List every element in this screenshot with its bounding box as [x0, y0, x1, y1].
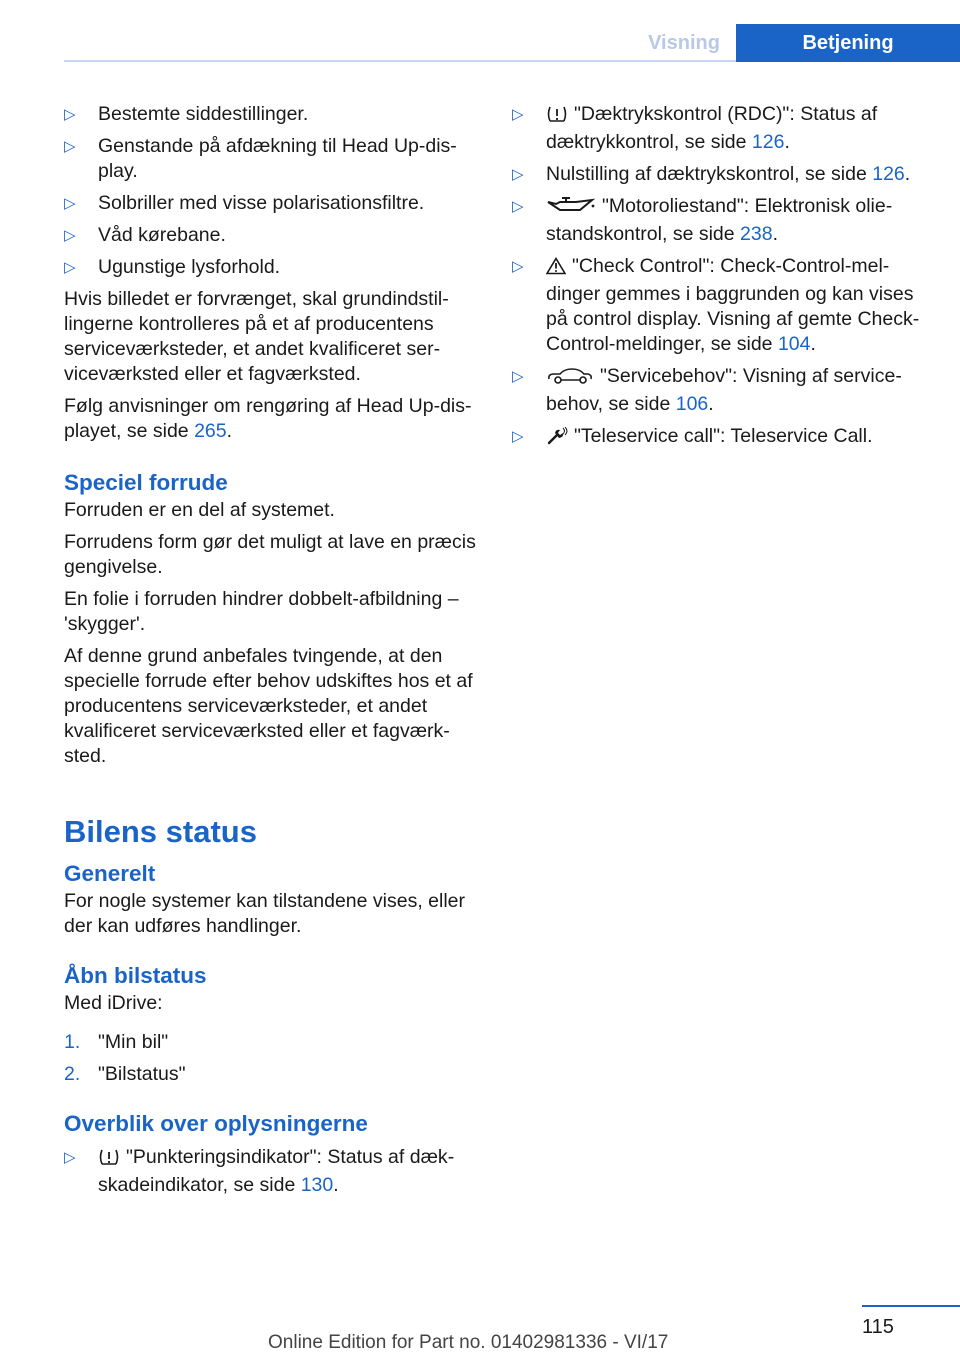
page-link[interactable]: 126: [751, 131, 785, 153]
list-item: ▷ Nulstilling af dæktrykskontrol, se side 126.: [512, 163, 911, 185]
tab-visning[interactable]: Visning: [648, 32, 720, 54]
page-link[interactable]: 104: [777, 333, 811, 355]
bullet-triangle-icon: ▷: [64, 227, 76, 244]
step-number: 2.: [64, 1063, 81, 1085]
step-item: 2. "Bilstatus": [64, 1063, 186, 1085]
page-link[interactable]: 126: [872, 163, 905, 185]
bullet-triangle-icon: ▷: [64, 1149, 76, 1166]
left-column: [64, 102, 476, 1205]
bullet-triangle-icon: ▷: [512, 166, 524, 183]
edition-note: Online Edition for Part no. 01402981336 - VI/17: [268, 1332, 669, 1353]
section-heading: Generelt: [64, 861, 156, 886]
list-item: ▷ Bestemte siddestillinger.: [64, 103, 309, 125]
bullet-triangle-icon: ▷: [512, 258, 524, 275]
chapter-heading: Bilens status: [64, 814, 257, 849]
bullet-triangle-icon: ▷: [512, 428, 524, 445]
right-column: [512, 102, 932, 459]
warning-triangle-icon: [546, 257, 566, 282]
bullet-triangle-icon: ▷: [64, 195, 76, 212]
step-number: 1.: [64, 1031, 81, 1053]
list-item: ▷ "Check Control": Check-Control-meldinger gemmes i baggrunden og kan vises på control display. Visning af gemte Check-Control-meldinger, se side 104.: [512, 255, 920, 355]
page-link[interactable]: 106: [675, 393, 709, 415]
paragraph: For nogle systemer kan tilstandene vises, eller der kan udføres handlinger.: [64, 890, 466, 937]
list-item: ▷ "Servicebehov": Visning af servicebehov, se side 106.: [512, 365, 902, 415]
section-heading: Overblik over oplysningerne: [64, 1111, 368, 1136]
paragraph: Hvis billedet er forvrænget, skal grundindstillingerne kontrolleres på et af producentens serviceværksteder, et andet kvalificeret serviceværksted eller et fagværksted.: [64, 288, 449, 385]
paragraph: Forruden er en del af systemet.: [64, 499, 335, 521]
paragraph: Følg anvisninger om rengøring af Head Up-displayet, se side 265.: [64, 395, 472, 442]
list-item: ▷ "Motoroliestand": Elektronisk oliestandskontrol, se side 238.: [512, 195, 893, 245]
tire-pressure-icon: [98, 1148, 120, 1173]
section-heading: Speciel forrude: [64, 470, 228, 495]
bullet-triangle-icon: ▷: [64, 106, 76, 123]
list-item: ▷ Våd kørebane.: [64, 224, 226, 246]
list-item: ▷ Ugunstige lysforhold.: [64, 256, 281, 278]
footer-rule: [862, 1305, 960, 1307]
page-link[interactable]: 130: [300, 1174, 334, 1196]
list-item: ▷ Genstande på afdækning til Head Up-display.: [64, 135, 457, 182]
paragraph: Forrudens form gør det muligt at lave en præcis gengivelse.: [64, 531, 476, 578]
page-link[interactable]: 238: [740, 223, 773, 245]
page-number: 115: [862, 1316, 894, 1338]
list-item: ▷ "Teleservice call": Teleservice Call.: [512, 424, 932, 452]
bullet-triangle-icon: ▷: [512, 368, 524, 385]
paragraph: Med iDrive:: [64, 992, 163, 1014]
step-item: 1. "Min bil": [64, 1031, 169, 1053]
list-item: ▷ "Punkteringsindikator": Status af dækskadeindikator, se side 130.: [64, 1146, 455, 1196]
paragraph: Af denne grund anbefales tvingende, at den specielle forrude efter behov udskiftes hos et af producentens serviceværksteder, et andet kvalificeret serviceværksted eller et fagværksted.: [64, 645, 473, 767]
list-item: ▷ Solbriller med visse polarisationsfiltre.: [64, 192, 425, 214]
bullet-triangle-icon: ▷: [512, 106, 524, 123]
car-service-icon: [546, 367, 594, 392]
tab-betjening[interactable]: Betjening: [736, 24, 960, 62]
paragraph: En folie i forruden hindrer dobbelt-afbildning – 'skygger'.: [64, 588, 459, 635]
bullet-triangle-icon: ▷: [512, 198, 524, 215]
tire-pressure-icon: [546, 105, 568, 130]
section-heading: Åbn bilstatus: [64, 963, 207, 988]
bullet-triangle-icon: ▷: [64, 138, 76, 155]
wrench-signal-icon: [546, 427, 568, 452]
oil-can-icon: [546, 197, 596, 222]
page-link[interactable]: 265: [194, 420, 227, 442]
list-item: ▷ "Dæktrykskontrol (RDC)": Status af dæktrykkontrol, se side 126.: [512, 103, 878, 153]
bullet-triangle-icon: ▷: [64, 259, 76, 276]
